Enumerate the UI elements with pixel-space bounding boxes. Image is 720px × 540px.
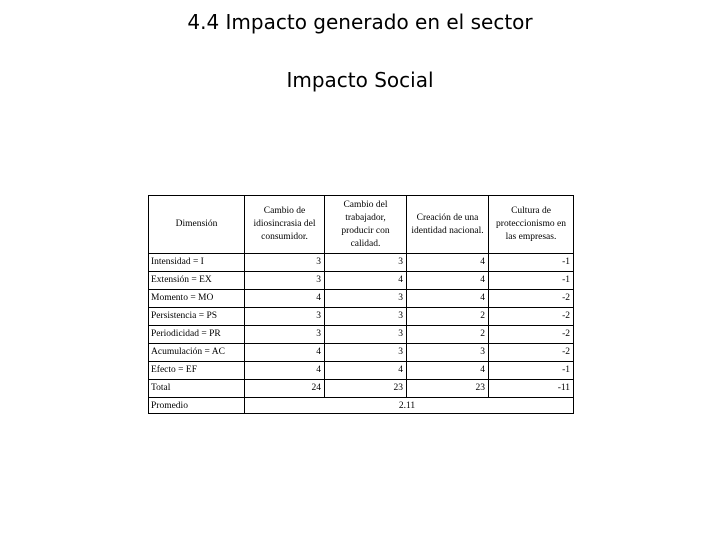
table-row xyxy=(149,362,574,380)
total-cell: -11 xyxy=(489,380,574,398)
table-cell: -2 xyxy=(489,308,574,326)
table-cell: 4 xyxy=(325,362,407,380)
table-row xyxy=(149,344,574,362)
row-label: Extensión = EX xyxy=(149,272,245,290)
total-cell: 23 xyxy=(325,380,407,398)
average-value: 2.11 xyxy=(245,398,574,414)
table-cell: 4 xyxy=(407,254,489,272)
table-cell: -2 xyxy=(489,326,574,344)
table-cell: 3 xyxy=(325,254,407,272)
table-row xyxy=(149,272,574,290)
slide-title: 4.4 Impacto generado en el sector xyxy=(187,10,533,34)
table-cell: 4 xyxy=(407,290,489,308)
table-header-row xyxy=(149,196,574,254)
table-row xyxy=(149,308,574,326)
row-label: Efecto = EF xyxy=(149,362,245,380)
row-label: Intensidad = I xyxy=(149,254,245,272)
row-label: Persistencia = PS xyxy=(149,308,245,326)
total-cell: 23 xyxy=(407,380,489,398)
table-cell: -1 xyxy=(489,362,574,380)
header-column: Creación de una identidad nacional. xyxy=(407,196,489,254)
slide-subtitle: Impacto Social xyxy=(286,68,434,92)
table-cell: 4 xyxy=(325,272,407,290)
table-cell: 4 xyxy=(245,290,325,308)
table-cell: -2 xyxy=(489,290,574,308)
header-column: Cambio de idiosincrasia del consumidor. xyxy=(245,196,325,254)
table-cell: 3 xyxy=(325,344,407,362)
table-row xyxy=(149,290,574,308)
row-label: Momento = MO xyxy=(149,290,245,308)
table-cell: 3 xyxy=(245,254,325,272)
table-cell: 3 xyxy=(245,272,325,290)
header-column: Cambio del trabajador, producir con calidad. xyxy=(325,196,407,254)
row-label: Periodicidad = PR xyxy=(149,326,245,344)
average-row xyxy=(149,398,574,414)
table-cell: -1 xyxy=(489,272,574,290)
table-cell: -2 xyxy=(489,344,574,362)
table-cell: 3 xyxy=(245,326,325,344)
table-cell: 4 xyxy=(245,362,325,380)
table-row xyxy=(149,254,574,272)
impact-table xyxy=(148,195,574,414)
table-cell: 2 xyxy=(407,308,489,326)
total-cell: 24 xyxy=(245,380,325,398)
average-label: Promedio xyxy=(149,398,245,414)
table-cell: 4 xyxy=(245,344,325,362)
total-label: Total xyxy=(149,380,245,398)
header-column: Cultura de proteccionismo en las empresas. xyxy=(489,196,574,254)
table-cell: 3 xyxy=(407,344,489,362)
table-cell: 3 xyxy=(325,290,407,308)
table-cell: 2 xyxy=(407,326,489,344)
header-dimension: Dimensión xyxy=(149,196,245,254)
table-cell: -1 xyxy=(489,254,574,272)
total-row xyxy=(149,380,574,398)
row-label: Acumulación = AC xyxy=(149,344,245,362)
table-cell: 3 xyxy=(245,308,325,326)
table-cell: 3 xyxy=(325,326,407,344)
table-cell: 3 xyxy=(325,308,407,326)
table-row xyxy=(149,326,574,344)
table-cell: 4 xyxy=(407,362,489,380)
table-cell: 4 xyxy=(407,272,489,290)
